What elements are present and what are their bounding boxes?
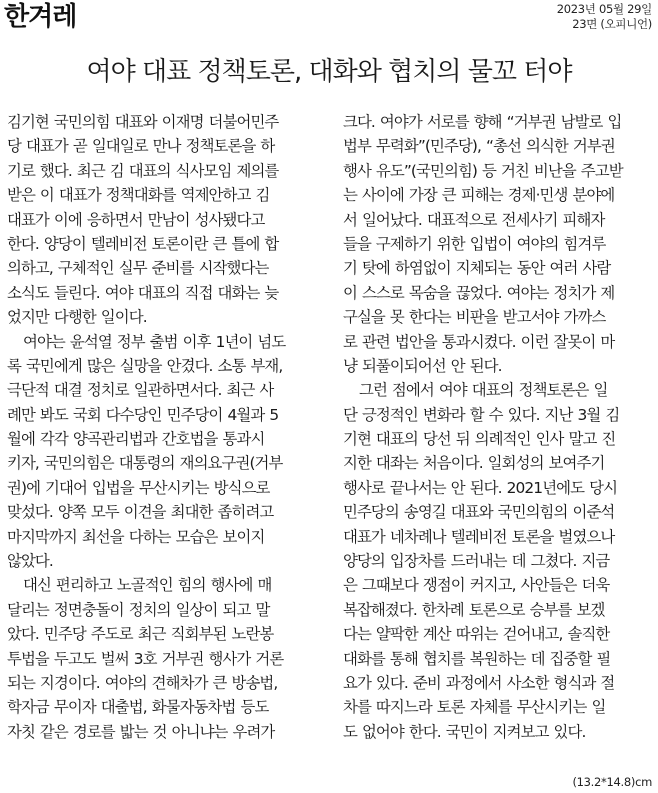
text-line: 극단적 대결 정치로 일관하면서다. 최근 사 [7,381,274,400]
article-size-note: (13.2*14.8)cm [572,775,652,789]
text-line: 당 대표가 곧 일대일로 만나 정책토론을 하 [7,137,275,156]
text-line: 었지만 다행한 일이다. [7,308,147,327]
text-line: 은 그때보다 쟁점이 커지고, 사안들은 더욱 [343,576,610,595]
text-line: 마지막까지 최선을 다하는 모습은 보이지 [7,527,265,546]
editorial-headline: 여야 대표 정책토론, 대화와 협치의 물꼬 터야 [86,57,572,88]
text-line: 맞섰다. 양쪽 모두 이견을 최대한 좁히려고 [7,503,274,522]
publication-date: 2023년 05월 29일 [556,2,652,16]
text-line: 되는 지경이다. 여야의 견해차가 큰 방송법, [7,673,278,692]
text-line: 크다. 여야가 서로를 향해 “거부권 남발로 입 [343,113,622,131]
text-line: 민주당의 송영길 대표와 국민의힘의 이준석 [343,503,615,522]
article-meta [557,2,652,32]
text-line: 않았다. [7,552,53,571]
article-body [7,110,655,770]
text-line: 는 사이에 가장 큰 피해는 경제·민생 분야에 [343,186,615,205]
text-line: 복잡해졌다. 한차례 토론으로 승부를 보겠 [343,600,605,619]
text-line: 투법을 두고도 벌써 3호 거부권 행사가 거론 [7,649,284,668]
text-line: 의하고, 구체적인 실무 준비를 시작했다는 [7,259,269,278]
text-line: 서 일어났다. 대표적으로 전세사기 피해자 [343,210,605,229]
text-line: 기로 했다. 최근 김 대표의 식사모임 제의를 [7,161,279,180]
column-right [343,110,653,744]
text-line: 학자금 무이자 대출법, 화물자동차법 등도 [7,698,269,717]
text-line: 도 없어야 한다. 국민이 지켜보고 있다. [343,722,586,741]
text-line: 양당의 입장차를 드러내는 데 그쳤다. 지금 [343,552,610,571]
text-line: 권)에 기대어 입법을 무산시키는 방식으로 [7,478,270,497]
text-line: 았다. 민주당 주도로 최근 직회부된 노란봉 [7,625,274,644]
text-line: 냥 되풀이되어선 안 된다. [343,356,502,375]
text-line: 구실을 못 한다는 비판을 받고서야 가까스 [343,308,606,327]
text-line: 요가 있다. 준비 과정에서 사소한 형식과 절 [343,673,615,692]
text-line: 들을 구제하기 위한 입법이 여야의 힘겨루 [343,234,606,253]
text-line: 례만 봐도 국회 다수당인 민주당이 4월과 5 [7,405,279,424]
text-line: 행사로 끝나서는 안 된다. 2021년에도 당시 [343,478,618,497]
text-line: 로 관련 법안을 통과시켰다. 이런 잘못이 마 [343,332,615,351]
page-section: 23면 (오피니언) [572,17,652,31]
text-line: 이 스스로 목숨을 끊었다. 여야는 정치가 제 [343,283,615,302]
text-line: 기현 대표의 당선 뒤 의례적인 인사 말고 진 [343,430,616,449]
text-line: 기 탓에 하염없이 지체되는 동안 여러 사람 [343,259,611,278]
text-line: 소식도 들린다. 여야 대표의 직접 대화는 늦 [7,283,279,302]
text-line: 법부 무력화”(민주당), “총선 의식한 거부권 [343,137,615,156]
text-line: 차를 따지느라 토론 자체를 무산시키는 일 [343,698,606,717]
text-line: 키자, 국민의힘은 대통령의 재의요구권(거부 [7,454,283,473]
text-line: 대표가 네차례나 텔레비전 토론을 벌였으나 [343,527,615,546]
text-line: 대표가 이에 응하면서 만남이 성사됐다고 [7,210,265,229]
text-line: 단 긍정적인 변화라 할 수 있다. 지난 3월 김 [343,405,620,424]
column-left [7,110,317,744]
text-line: 록 국민에게 많은 실망을 안겼다. 소통 부재, [7,356,283,375]
text-line: 여야는 윤석열 정부 출범 이후 1년이 넘도 [23,332,286,351]
text-line: 다는 얄팍한 계산 따위는 걷어내고, 솔직한 [343,625,610,644]
text-line: 자칫 같은 경로를 밟는 것 아니냐는 우려가 [7,722,275,741]
newspaper-logo: 한겨레 [4,2,77,32]
text-line: 달리는 정면충돌이 정치의 일상이 되고 말 [7,600,270,619]
text-line: 월에 각각 양곡관리법과 간호법을 통과시 [7,430,265,449]
text-line: 받은 이 대표가 정책대화를 역제안하고 김 [7,186,270,205]
text-line: 김기현 국민의힘 대표와 이재명 더불어민주 [7,113,279,131]
text-line: 한다. 양당이 텔레비전 토론이란 큰 틀에 합 [7,234,279,253]
text-line: 그런 점에서 여야 대표의 정책토론은 일 [359,381,608,400]
text-line: 대신 편리하고 노골적인 힘의 행사에 매 [23,576,272,595]
text-line: 대화를 통해 협치를 복원하는 데 집중할 필 [343,649,611,668]
text-line: 행사 유도”(국민의힘) 등 거친 비난을 주고받 [343,161,623,180]
text-line: 지한 대좌는 처음이다. 일회성의 보여주기 [343,454,605,473]
